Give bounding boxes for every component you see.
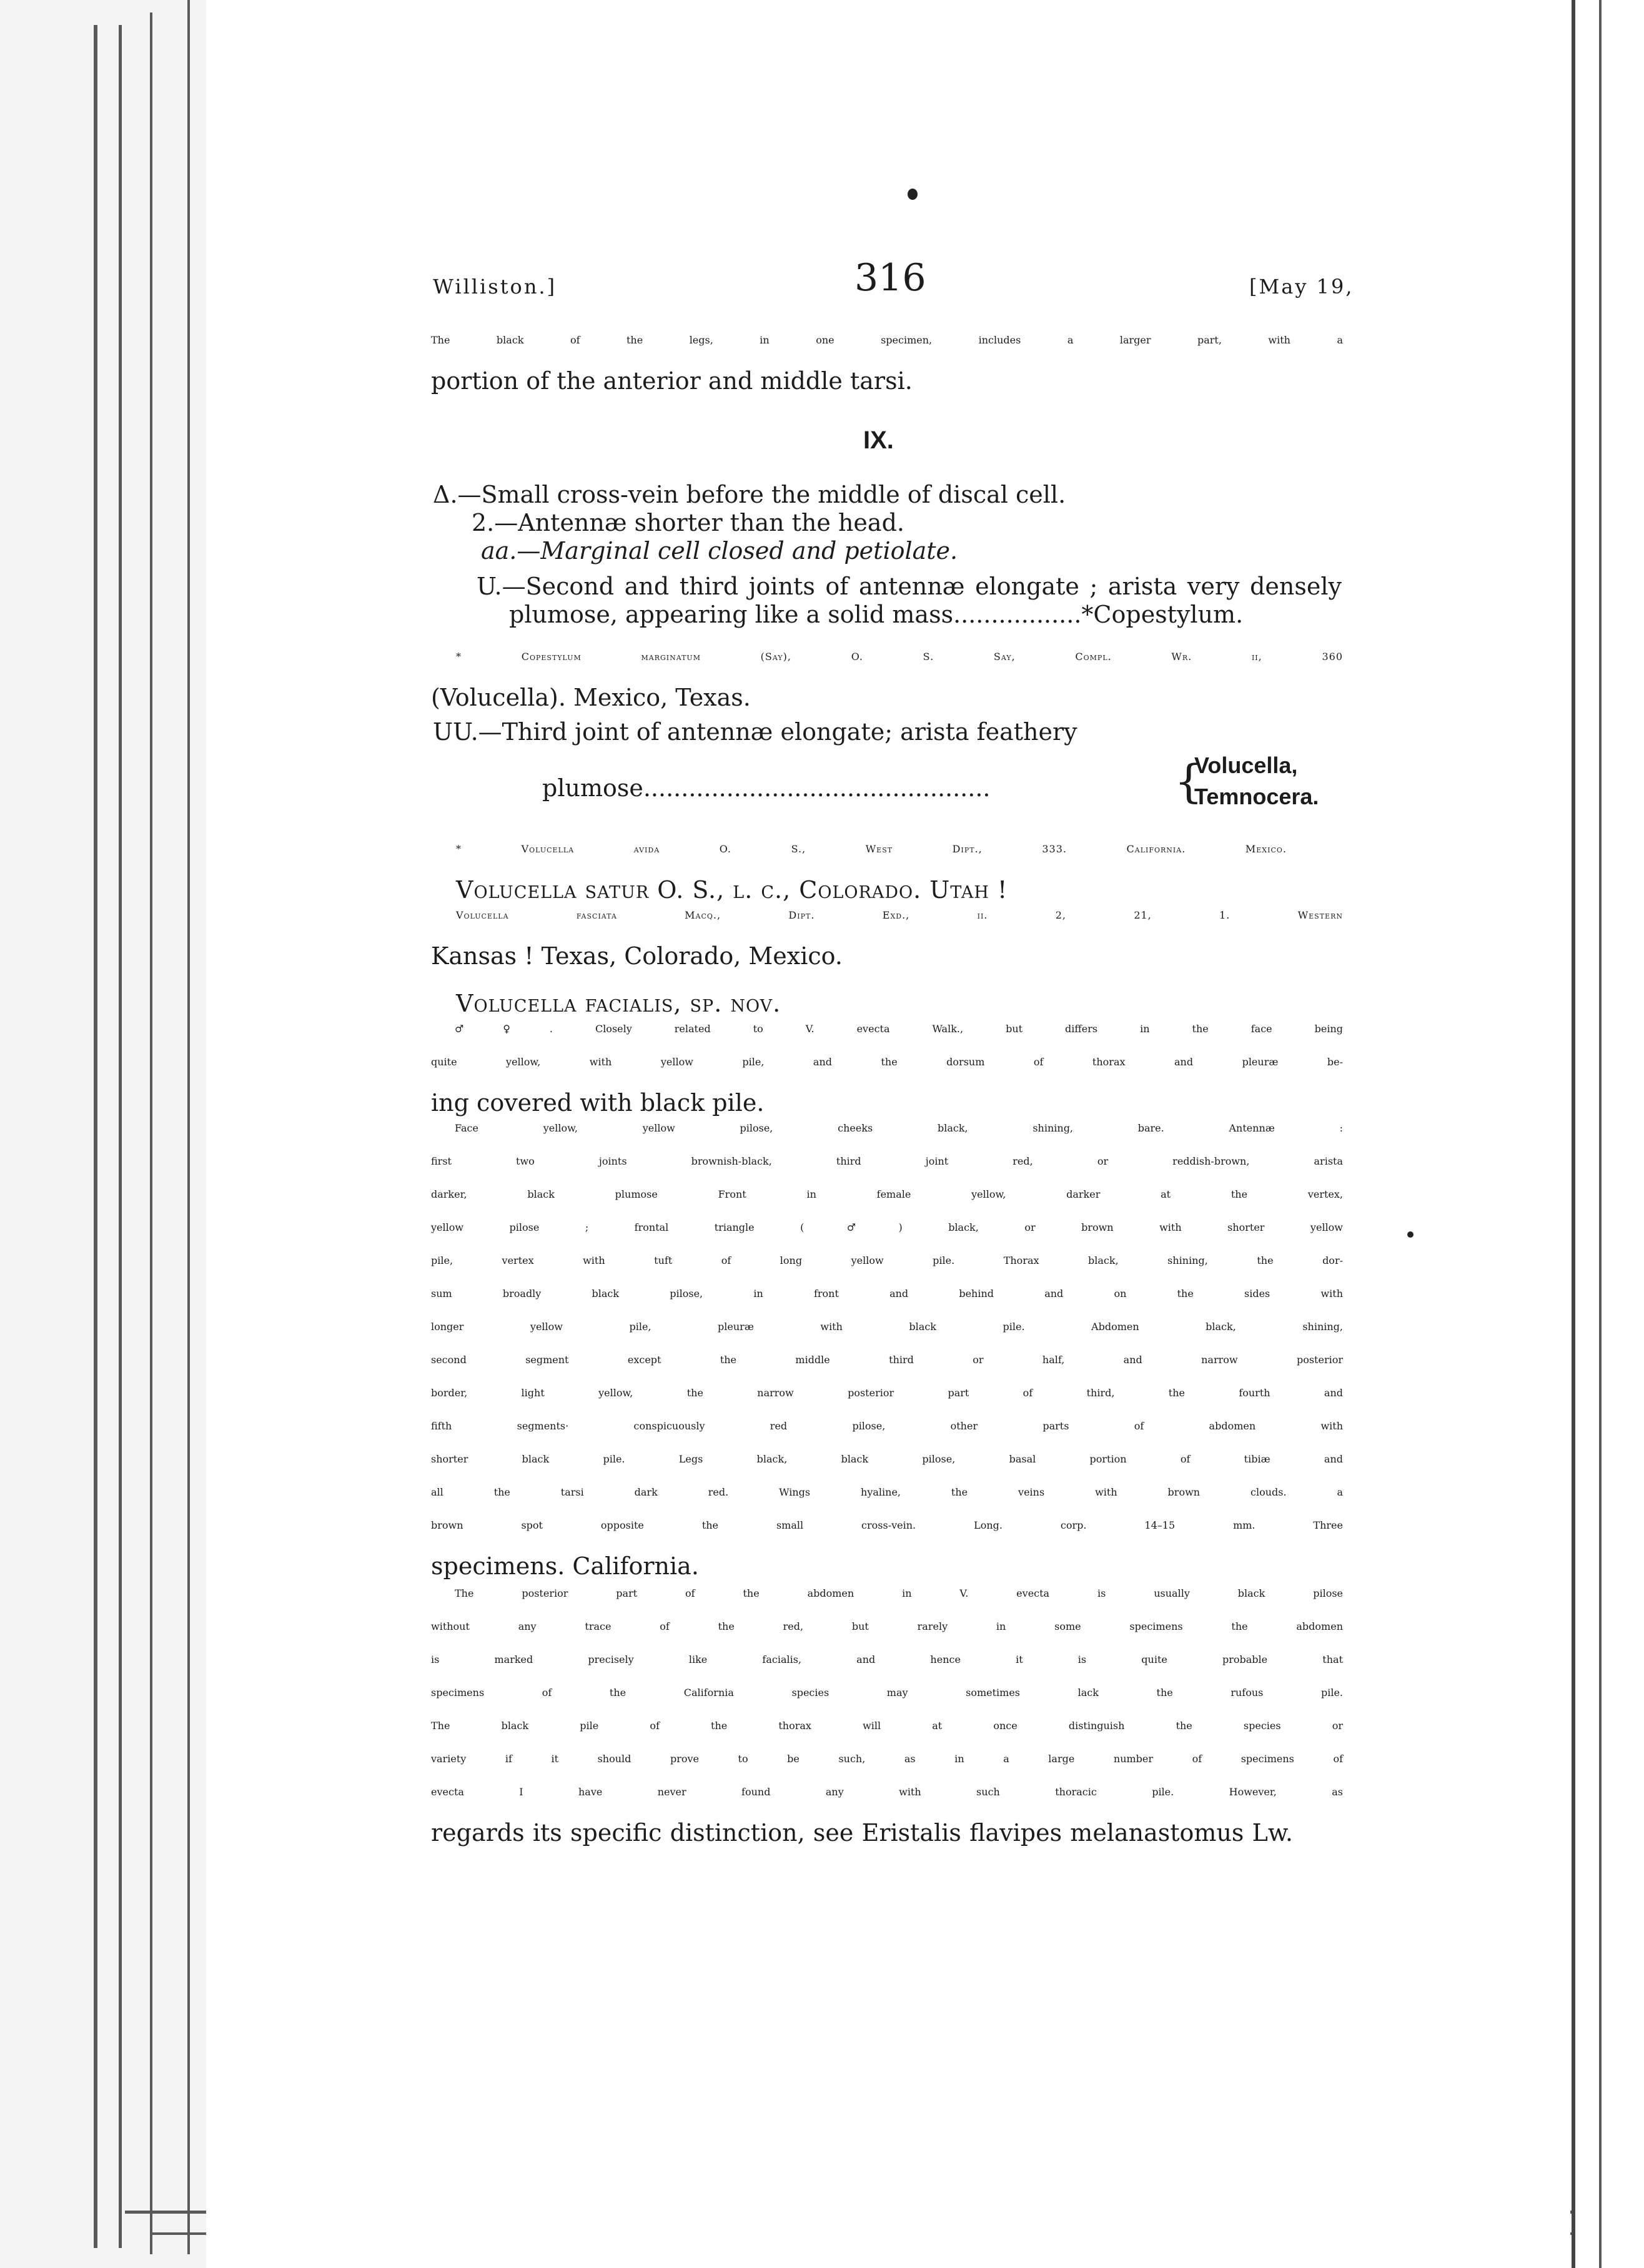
text-line: without any trace of the red, but rarely in some specimens the abdomen <box>431 1620 1343 1632</box>
species-line: Volucella fasciata Macq., Dipt. Exd., ii. 2, 21, 1. Western <box>456 909 1343 921</box>
text-line: Face yellow, yellow pilose, cheeks black, shining, bare. Antennæ : <box>455 1122 1343 1134</box>
text-line: specimens. California. <box>431 1552 699 1580</box>
key-line: U.—Second and third joints of antennæ elongate ; arista very densely <box>477 573 1342 600</box>
text-line: ing covered with black pile. <box>431 1089 765 1117</box>
text-line: sum broadly black pilose, in front and behind and on the sides with <box>431 1288 1343 1299</box>
text-line: The posterior part of the abdomen in V. evecta is usually black pilose <box>455 1587 1343 1599</box>
text-line: regards its specific distinction, see Eristalis flavipes melanastomus Lw. <box>431 1819 1293 1846</box>
text-line: ♂♀. Closely related to V. evecta Walk., but differs in the face being <box>455 1023 1343 1035</box>
text-line: brown spot opposite the small cross-vein. Long. corp. 14–15 mm. Three <box>431 1519 1343 1531</box>
text-line: portion of the anterior and middle tarsi. <box>431 367 913 395</box>
ink-spot <box>1407 1231 1414 1238</box>
page-number: 316 <box>854 256 926 300</box>
section-title: IX. <box>863 426 894 454</box>
page-edge-line <box>150 12 152 2254</box>
text-line: fifth segments· conspicuously red pilose, other parts of abdomen with <box>431 1420 1343 1432</box>
key-line: UU.—Third joint of antennæ elongate; arista feathery <box>433 718 1077 746</box>
text-line: second segment except the middle third or half, and narrow posterior <box>431 1354 1343 1366</box>
genus-name: Volucella, <box>1194 752 1298 778</box>
text-line: specimens of the California species may sometimes lack the rufous pile. <box>431 1687 1343 1699</box>
key-line: 2.—Antennæ shorter than the head. <box>472 509 904 536</box>
brace-icon: { <box>1174 755 1203 807</box>
text-line: border, light yellow, the narrow posterior part of third, the fourth and <box>431 1387 1343 1399</box>
species-line: * Volucella avida O. S., West Dipt., 333. California. Mexico. <box>456 843 1287 855</box>
scan-margin <box>0 0 206 2268</box>
text-line: pile, vertex with tuft of long yellow pile. Thorax black, shining, the dor- <box>431 1255 1343 1266</box>
species-line: Kansas ! Texas, Colorado, Mexico. <box>431 942 843 970</box>
text-line: variety if it should prove to be such, as in a large number of specimens of <box>431 1753 1343 1765</box>
key-line: aa.—Marginal cell closed and petiolate. <box>481 537 958 565</box>
text-line: yellow pilose ; frontal triangle (♂) black, or brown with shorter yellow <box>431 1221 1343 1233</box>
species-line: * Copestylum marginatum (Say), O. S. Say, Compl. Wr. ii, 360 <box>456 651 1343 663</box>
text-line: all the tarsi dark red. Wings hyaline, the veins with brown clouds. a <box>431 1486 1343 1498</box>
facing-page-edge <box>1599 0 1602 2268</box>
key-line: Δ.—Small cross-vein before the middle of discal cell. <box>433 481 1066 508</box>
text-line: is marked precisely like facialis, and hence it is quite probable that <box>431 1654 1343 1665</box>
text-line: longer yellow pile, pleuræ with black pile. Abdomen black, shining, <box>431 1321 1343 1333</box>
key-line: plumose, appearing like a solid mass.................*Copestylum. <box>509 601 1244 628</box>
key-line: plumose.............................................. <box>542 774 991 802</box>
species-line: (Volucella). Mexico, Texas. <box>431 684 751 711</box>
page-edge-line <box>119 25 122 2248</box>
text-line: The black pile of the thorax will at once distinguish the species or <box>431 1720 1343 1732</box>
running-head-left: Williston.] <box>433 275 557 298</box>
genus-name: Temnocera. <box>1194 784 1319 809</box>
page-edge-line <box>187 0 190 2254</box>
new-species-title: Volucella facialis, sp. nov. <box>456 990 781 1017</box>
text-line: The black of the legs, in one specimen, includes a larger part, with a <box>431 334 1343 346</box>
text-line: darker, black plumose Front in female yellow, darker at the vertex, <box>431 1188 1343 1200</box>
running-head-right: [May 19, <box>1249 275 1354 298</box>
text-line: shorter black pile. Legs black, black pilose, basal portion of tibiæ and <box>431 1453 1343 1465</box>
ink-spot <box>908 189 918 200</box>
page-edge-line <box>94 25 97 2248</box>
text-line: quite yellow, with yellow pile, and the dorsum of thorax and pleuræ be- <box>431 1056 1343 1068</box>
species-line: Volucella satur O. S., l. c., Colorado. Utah ! <box>456 876 1008 904</box>
text-line: evecta I have never found any with such thoracic pile. However, as <box>431 1786 1343 1798</box>
text-line: first two joints brownish-black, third joint red, or reddish-brown, arista <box>431 1155 1343 1167</box>
page-edge-right <box>1572 0 1575 2268</box>
